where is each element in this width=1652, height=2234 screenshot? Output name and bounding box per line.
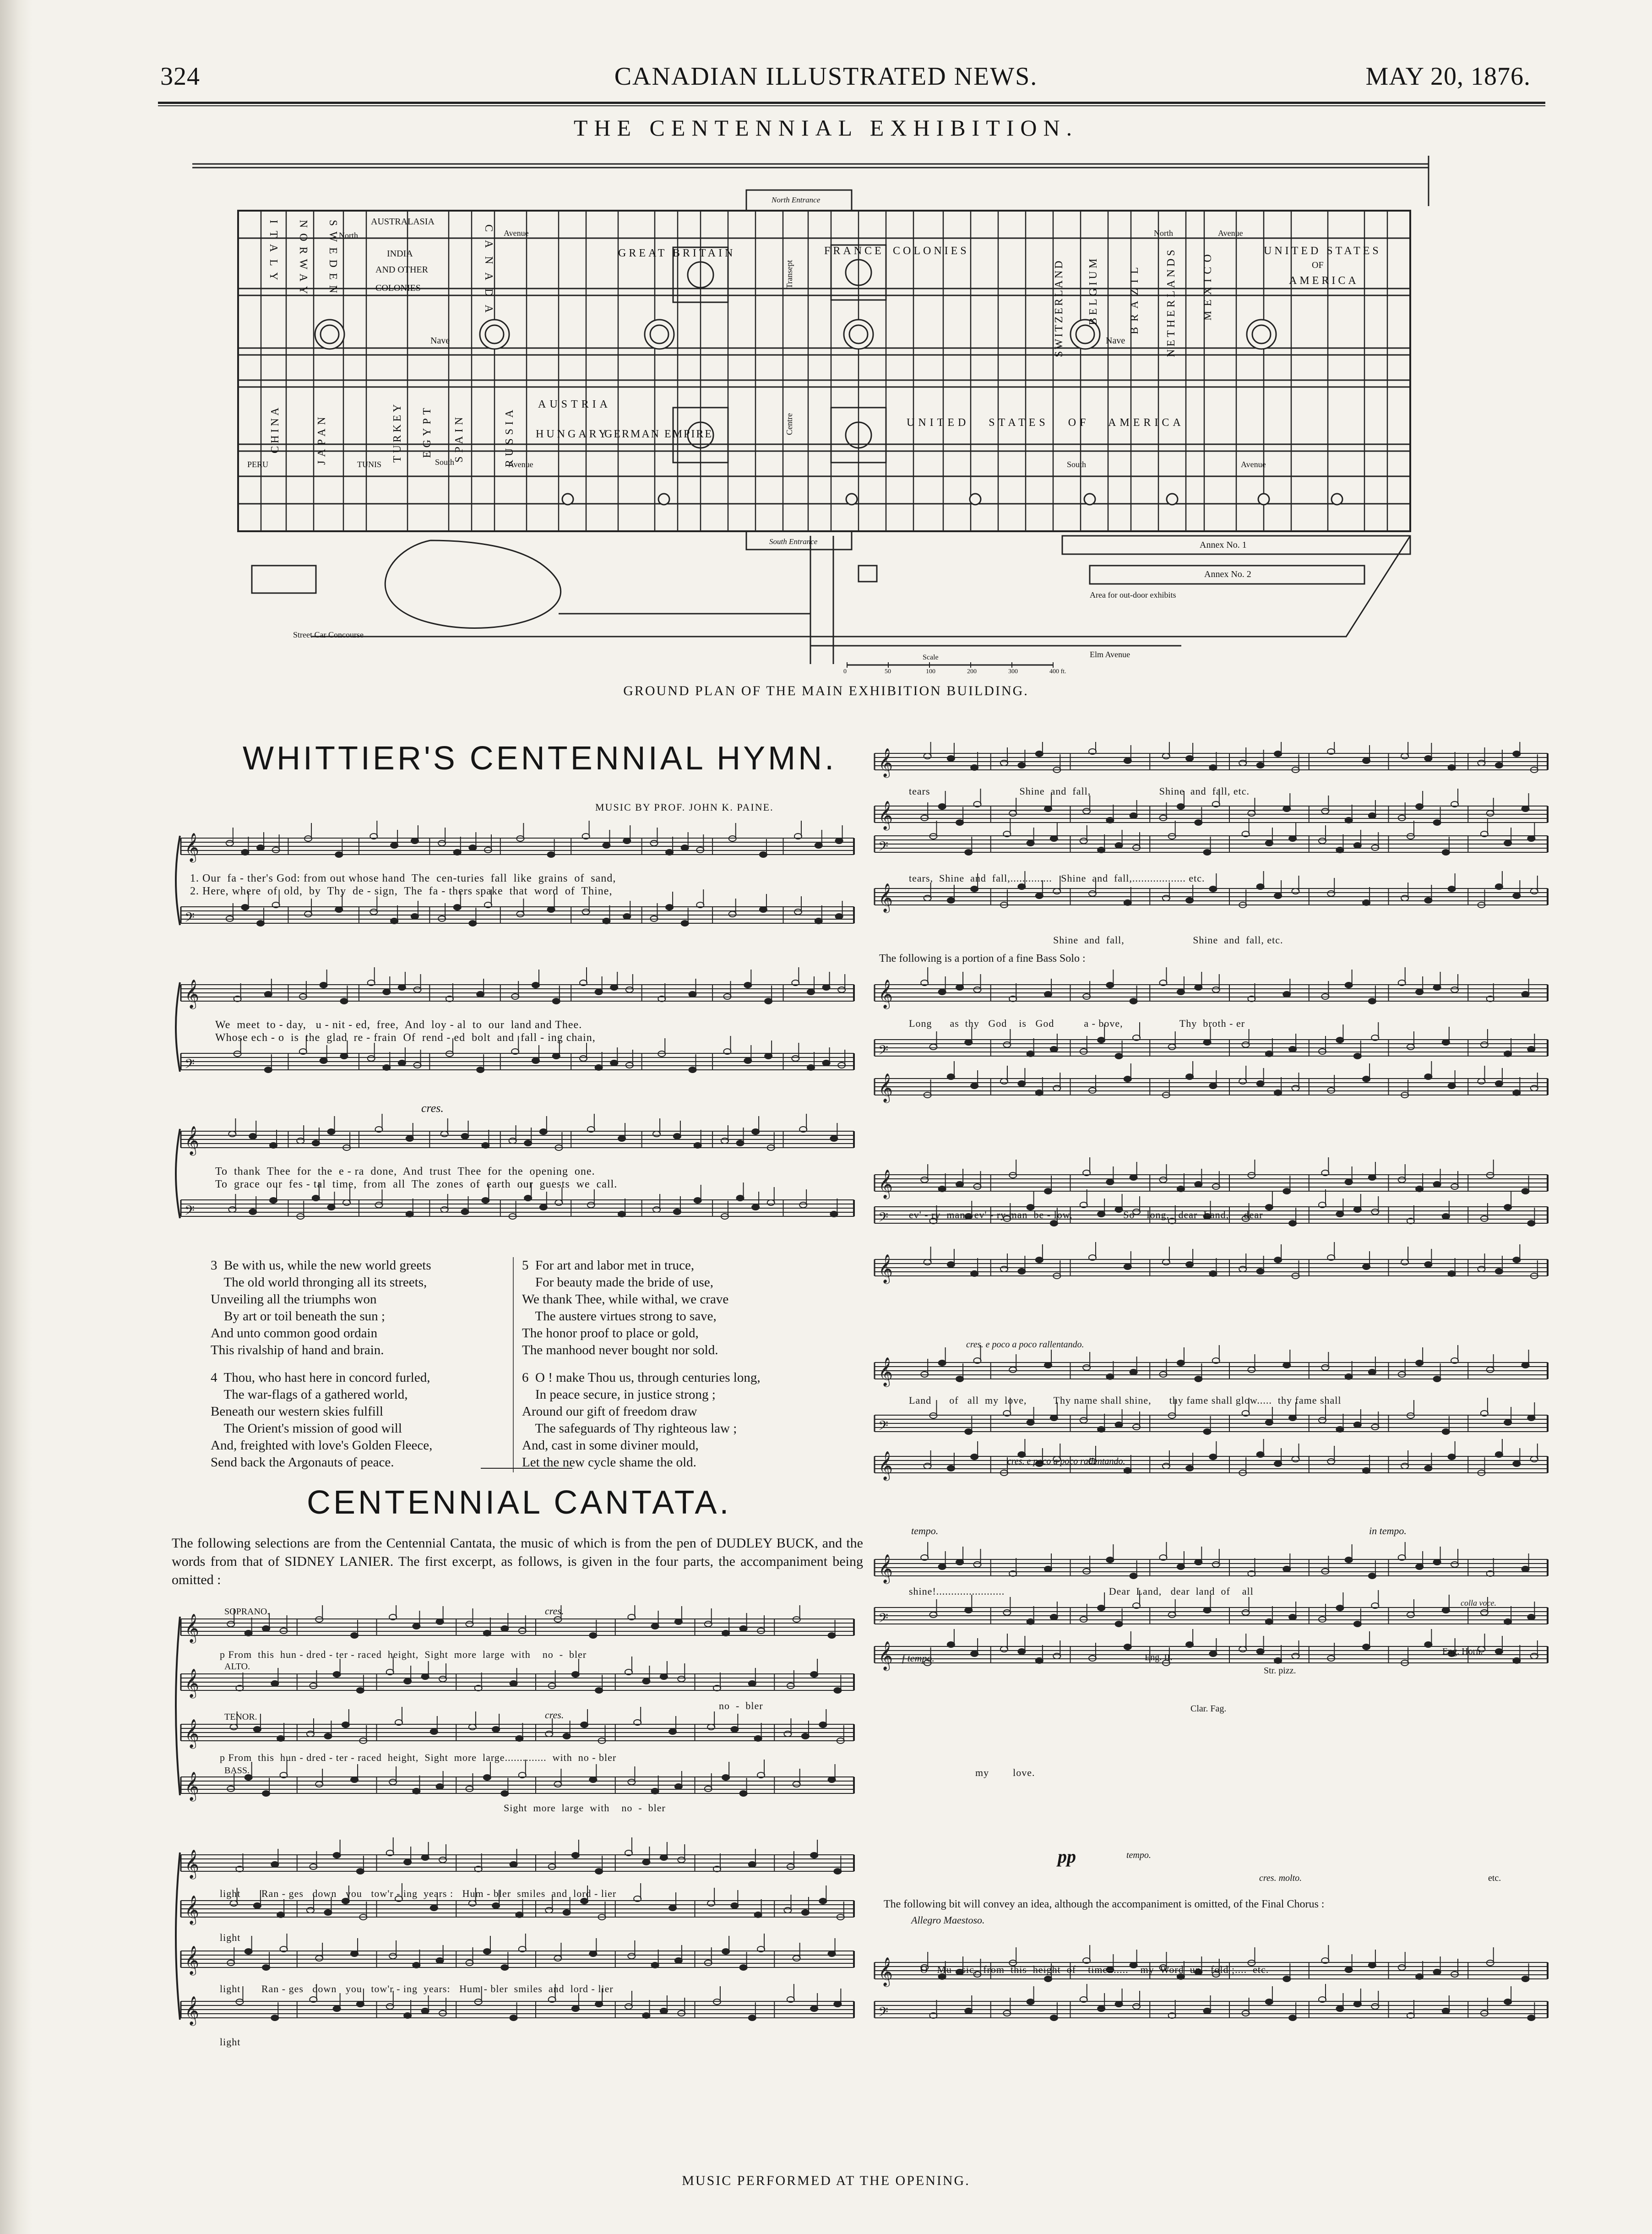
svg-text:𝄞: 𝄞: [185, 1945, 199, 1974]
music-staff: [181, 967, 854, 1009]
music-staff: [181, 1605, 854, 1644]
scale-tick-label: 100: [926, 668, 935, 673]
svg-text:𝄞: 𝄞: [185, 1895, 199, 1924]
music-staff: [181, 1837, 854, 1880]
right-lyric: tears, Shine and fall,.............. Shine and fall,.................. etc.: [909, 872, 1205, 884]
svg-text:𝄢: 𝄢: [878, 839, 888, 857]
hymn-lyric: 2. Here, where of old, by Thy de - sign, The fa - thers spake that word of Thine,: [190, 885, 613, 897]
hymn-lyric: We meet to - day, u - nit - ed, free, And loy - al to our land and Thee.: [215, 1019, 582, 1031]
voice-label: ALTO.: [224, 1662, 250, 1672]
map-label: North Entrance: [772, 196, 821, 204]
tempo-mark: cres. e poco a poco rallentando.: [966, 1340, 1084, 1350]
cres-mark: cres.: [421, 1101, 444, 1115]
scale-tick-label: 50: [885, 668, 891, 673]
cantata-lyric: no - bler: [719, 1700, 763, 1711]
music-staff: [875, 742, 1548, 778]
scale-tick-label: 300: [1008, 668, 1018, 673]
scale-tick-label: 0: [843, 668, 847, 673]
tempo-mark: tempo.: [911, 1525, 939, 1537]
music-staff: [875, 967, 1548, 1009]
map-label: AMERICA: [1289, 275, 1359, 287]
map-label: Transept: [785, 260, 794, 289]
map-label: HUNGARY: [536, 428, 609, 440]
cantata-score: [172, 1605, 863, 2164]
map-label: CANADA: [483, 224, 495, 321]
map-label: South: [435, 458, 455, 467]
map-label: Elm Avenue: [1090, 650, 1130, 659]
svg-text:𝄞: 𝄞: [185, 1719, 199, 1748]
masthead-rule: [158, 102, 1545, 104]
scale-tick-label: 200: [967, 668, 977, 673]
map-label: Nave: [1106, 336, 1125, 346]
map-label: ITALY: [267, 220, 279, 288]
right-lyric: shine!....................... Dear Land, dear land of all: [909, 1586, 1254, 1597]
music-staff: [875, 1242, 1548, 1284]
map-label: Avenue: [508, 460, 533, 469]
cantata-title: CENTENNIAL CANTATA.: [307, 1484, 732, 1521]
hymn-verse: 5 For art and labor met in truce, For beauty made the bride of use, We thank Thee, while withal, we crave The austere virtues strong to save, The honor proof to place or gold, The manhood never bought nor sold.: [522, 1258, 729, 1357]
map-label: AUSTRIA: [538, 398, 612, 410]
right-lyric: tears Shine and fall, Shine and fall, etc.: [909, 785, 1250, 797]
map-label: Avenue: [1241, 460, 1266, 469]
issue-date: MAY 20, 1876.: [1365, 62, 1531, 91]
music-staff: [875, 1157, 1548, 1199]
system-brace: [176, 982, 180, 1072]
music-staff: [181, 1934, 854, 1976]
cantata-lyric: p From this hun - dred - ter - raced height, Sight more large with no - bler: [220, 1649, 587, 1660]
right-lyric: Shine and fall, Shine and fall, etc.: [1053, 934, 1283, 946]
svg-text:𝄞: 𝄞: [185, 1126, 199, 1155]
svg-text:𝄞: 𝄞: [185, 1771, 199, 1800]
map-label: AUSTRALASIA: [371, 217, 435, 227]
svg-text:𝄞: 𝄞: [878, 1957, 893, 1986]
map-label: Avenue: [1218, 229, 1243, 238]
hymn-verse: 3 Be with us, while the new world greets The old world thronging all its streets, Unveiling all the triumphs won By art or toil beneath the sun ; And unto common good ordain This rivalship of hand and brain.: [211, 1258, 431, 1357]
map-label: COLONIES: [375, 283, 421, 293]
right-lyric: O Mu - sic, from this height of time....... my Word un - fold ;.... etc.: [920, 1964, 1269, 1975]
music-staff: [875, 1984, 1548, 2023]
map-label: UNITED STATES: [1264, 245, 1381, 257]
right-lyric: Land of all my love, Thy name shall shine, thy fame shall glow..... thy fame shall: [909, 1395, 1342, 1406]
map-label: SWEDEN: [327, 220, 339, 299]
map-label: OF: [1312, 260, 1324, 270]
tempo-mark: cres. molto.: [1259, 1873, 1302, 1883]
music-staff: [181, 821, 854, 863]
publication-title: CANADIAN ILLUSTRATED NEWS.: [614, 62, 1038, 91]
map-label: NETHERLANDS: [1165, 247, 1177, 357]
page-edge-shadow: [0, 0, 32, 2234]
map-label: CHINA: [269, 405, 281, 453]
svg-text:𝄞: 𝄞: [185, 1996, 199, 2025]
section-divider: [481, 1468, 572, 1469]
svg-text:𝄞: 𝄞: [878, 979, 893, 1008]
map-label: SPAIN: [453, 413, 465, 463]
final-chorus-intro: The following bit will convey an idea, although the accompaniment is omitted, of the Final Chorus :: [884, 1898, 1325, 1910]
map-label: Scale: [923, 654, 939, 661]
svg-text:𝄢: 𝄢: [878, 1043, 888, 1061]
cantata-lyric: light: [220, 1932, 241, 1943]
music-staff: [181, 1656, 854, 1699]
music-staff: [875, 1345, 1548, 1387]
instrument-mark: Eng. Horn.: [1442, 1646, 1483, 1656]
tempo-mark: colla voce.: [1461, 1598, 1496, 1607]
map-label: TURKEY: [391, 401, 403, 463]
map-label: MEXICO: [1202, 250, 1214, 321]
music-staff: [875, 1061, 1548, 1103]
dynamic-mark: pp: [1058, 1846, 1076, 1867]
map-label: GERMAN EMPIRE: [604, 428, 713, 440]
map-label: Annex No. 1: [1200, 540, 1247, 550]
etc-mark: etc.: [1488, 1873, 1501, 1883]
tempo-mark: tempo.: [1126, 1850, 1151, 1860]
right-lyric: ev' - ry man, ev' - ry man be - low, So long, dear Land, dear: [909, 1209, 1263, 1221]
right-lyric: my love.: [975, 1767, 1035, 1778]
cantata-lyric: Sight more large with no - bler: [504, 1802, 666, 1814]
map-label: EGYPT: [421, 404, 433, 458]
right-lyric: Long as thy God is God a - bove, Thy broth - er: [909, 1018, 1245, 1029]
map-label: South: [1067, 460, 1087, 469]
svg-text:𝄞: 𝄞: [878, 1451, 893, 1480]
map-label: Centre: [785, 413, 794, 435]
map-label: South Entrance: [769, 537, 818, 546]
svg-text:𝄢: 𝄢: [878, 1418, 888, 1437]
svg-text:𝄞: 𝄞: [878, 1357, 893, 1386]
svg-text:𝄞: 𝄞: [185, 979, 199, 1008]
map-label: RUSSIA: [504, 406, 516, 467]
map-label: SWITZERLAND: [1053, 259, 1065, 357]
map-label: TUNIS: [357, 460, 381, 469]
hymn-verse: 6 O ! make Thou us, through centuries long, In peace secure, in justice strong ; Around our gift of freedom draw The safeguards of Thy righteous law ; And, cast in some diviner mould, Let the new cycle shame the old.: [522, 1370, 761, 1470]
cantata-lyric: p From this hun - dred - ter - raced height, Sight more large.............. with no - bler: [220, 1752, 617, 1763]
music-staff: [875, 1439, 1548, 1481]
music-staff: [181, 1114, 854, 1156]
map-label: North: [339, 231, 358, 240]
cantata-intro: The following selections are from the Centennial Cantata, the music of which is from the pen of DUDLEY BUCK, and the words from that of SIDNEY LANIER. The first excerpt, as follows, is given in the four parts, the accompaniment being omitted :: [172, 1536, 863, 1587]
map-label: Avenue: [504, 229, 529, 238]
svg-text:𝄢: 𝄢: [878, 1611, 888, 1629]
map-label: BELGIUM: [1087, 256, 1099, 325]
music-staff: [181, 1707, 854, 1749]
cantata-lyric: light Ran - ges down you tow'r - ing years : Hum - bler smiles and lord - lier: [220, 1888, 617, 1899]
voice-label: BASS.: [224, 1765, 250, 1776]
map-caption: GROUND PLAN OF THE MAIN EXHIBITION BUILDING.: [623, 683, 1029, 698]
svg-text:𝄞: 𝄞: [878, 748, 893, 777]
svg-text:𝄞: 𝄞: [878, 1073, 893, 1102]
cantata-lyric: light: [220, 2036, 241, 2048]
hymn-lyric: 1. Our fa - ther's God: from out whose hand The cen-turies fall like grains of sand,: [190, 872, 616, 884]
music-staff: [181, 1760, 854, 1802]
cres-mark: cres.: [545, 1605, 564, 1617]
tempo-mark: cres. e poco a poco rallentando.: [1007, 1456, 1125, 1466]
svg-text:𝄞: 𝄞: [878, 1254, 893, 1283]
instrument-mark: Eng. II.: [1145, 1652, 1173, 1662]
hymn-title: WHITTIER'S CENTENNIAL HYMN.: [243, 740, 837, 777]
map-label: COLONIES: [893, 245, 969, 257]
map-label: BRAZIL: [1129, 262, 1141, 334]
map-label: INDIA: [387, 249, 413, 259]
bass-solo-intro: The following is a portion of a fine Bass Solo :: [879, 953, 1086, 964]
system-brace: [176, 1853, 180, 2020]
svg-text:𝄞: 𝄞: [878, 883, 893, 912]
map-label: UNITED STATES OF AMERICA: [907, 417, 1185, 429]
hymn-lyric: Whose ech - o is the glad re - frain Of rend - ed bolt and fall - ing chain,: [215, 1032, 596, 1044]
svg-text:𝄞: 𝄞: [185, 1668, 199, 1697]
svg-text:𝄢: 𝄢: [185, 1057, 195, 1075]
page-number: 324: [160, 62, 200, 91]
svg-text:𝄞: 𝄞: [185, 833, 199, 861]
map-label: PERU: [247, 460, 269, 469]
music-staff: [875, 818, 1548, 857]
map-label: North: [1154, 229, 1173, 238]
map-label: AND OTHER: [375, 265, 428, 275]
cres-mark: cres.: [545, 1709, 564, 1721]
svg-text:𝄢: 𝄢: [185, 1203, 195, 1221]
hymn-verse: 4 Thou, who hast here in concord furled, The war-flags of a gathered world, Beneath our western skies fulfill The Orient's mission of good will And, freighted with love's Golden Fleece, Send back the Argonauts of peace.: [211, 1370, 433, 1470]
music-staff: [875, 1542, 1548, 1584]
svg-text:𝄞: 𝄞: [185, 1849, 199, 1878]
map-label: FRANCE: [824, 245, 884, 257]
masthead-rule-thin: [158, 105, 1545, 106]
svg-text:𝄞: 𝄞: [878, 1554, 893, 1583]
map-label: Street Car Concourse: [293, 630, 364, 639]
voice-label: SOPRANO.: [224, 1607, 270, 1617]
svg-text:𝄞: 𝄞: [878, 1641, 893, 1670]
hymn-lyric: To grace our fes - tal time, from all The zones of earth our guests we call.: [215, 1178, 618, 1190]
hymn-composer: MUSIC BY PROF. JOHN K. PAINE.: [595, 801, 774, 813]
hymn-lyric: To thank Thee for the e - ra done, And trust Thee for the opening one.: [215, 1166, 595, 1177]
map-label: JAPAN: [316, 413, 328, 465]
svg-text:𝄢: 𝄢: [185, 910, 195, 928]
svg-text:𝄢: 𝄢: [878, 1210, 888, 1228]
map-label: Annex No. 2: [1204, 569, 1251, 579]
map-label: Nave: [430, 336, 450, 346]
svg-text:𝄞: 𝄞: [185, 1613, 199, 1642]
svg-text:𝄞: 𝄞: [878, 1169, 893, 1198]
map-label: NORWAY: [297, 220, 309, 300]
tempo-mark: Allegro Maestoso.: [911, 1914, 985, 1926]
tempo-mark: in tempo.: [1369, 1525, 1407, 1537]
instrument-mark: Str. pizz.: [1264, 1666, 1296, 1676]
music-caption: MUSIC PERFORMED AT THE OPENING.: [682, 2173, 970, 2188]
cantata-lyric: light Ran - ges down you tow'r - ing years: Hum - bler smiles and lord - lier: [220, 1983, 614, 1994]
voice-label: TENOR.: [224, 1712, 257, 1722]
system-brace: [176, 1129, 180, 1218]
map-label: Area for out-door exhibits: [1090, 590, 1176, 599]
system-brace: [176, 1617, 180, 1795]
map-label: GREAT BRITAIN: [618, 247, 736, 259]
instrument-mark: Clar. Fag.: [1190, 1704, 1227, 1714]
tempo-mark: f tempo.: [902, 1652, 935, 1664]
scale-tick-label: 400 ft.: [1049, 668, 1066, 673]
verse-divider: [513, 1257, 514, 1472]
svg-text:𝄞: 𝄞: [878, 801, 893, 829]
ground-plan-map: [192, 151, 1474, 673]
system-brace: [176, 836, 180, 925]
exhibition-title: THE CENTENNIAL EXHIBITION.: [573, 115, 1079, 141]
svg-text:𝄢: 𝄢: [878, 2005, 888, 2023]
